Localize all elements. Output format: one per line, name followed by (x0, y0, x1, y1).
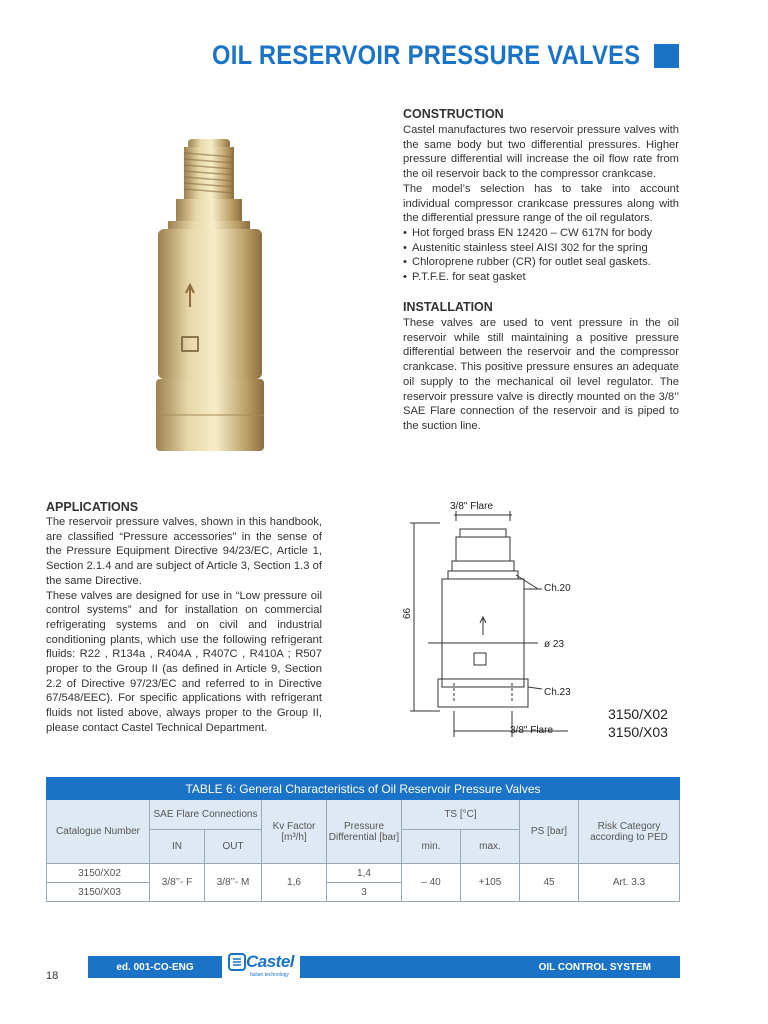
materials-list (403, 226, 679, 285)
max-cell: +105 (461, 864, 520, 902)
header-max: max. (461, 830, 520, 864)
page-title: OIL RESERVOIR PRESSURE VALVES (212, 40, 641, 70)
castel-logo (228, 950, 294, 982)
list-item: • P.T.F.E. for seat gasket (403, 270, 679, 285)
applications-paragraph-2: These valves are designed for use in “Low pressure oil control systems” and for installation on commercial refrigerating systems and on civil and industrial conditioning plants, which use the following refrigerant fluids: R22 , R134a , R404A , R407C , R410A ; R507 proper to the Group II (as defined in Article 9, Section 2.2 of Directive 97/23/EC and referred to in Directive 67/548/EEC). For specific applications with refrigerant fluids not listed above, always proper to the Group II, please contact Castel Technical Department. (46, 589, 322, 734)
min-cell: – 40 (402, 864, 461, 902)
edition-bar (88, 956, 222, 978)
page-number: 18 (46, 970, 59, 982)
pressure-cell: 3 (327, 883, 402, 902)
edition-label: ed. 001-CO-ENG (116, 961, 194, 973)
risk-cell: Art. 3.3 (579, 864, 680, 902)
applications-text (46, 515, 322, 736)
valve-dimension-drawing (398, 497, 698, 747)
construction-text (403, 123, 679, 285)
model-label-x03: 3150/X03 (608, 724, 668, 740)
top-flare-label: 3/8" Flare (450, 501, 494, 512)
pressure-cell: 1,4 (327, 864, 402, 883)
list-item: • Chloroprene rubber (CR) for outlet seal gaskets. (403, 255, 679, 270)
kv-cell: 1,6 (262, 864, 327, 902)
bottom-flare-label: 3/8" Flare (510, 725, 554, 736)
valve-photo (130, 125, 330, 465)
applications-paragraph-1: The reservoir pressure valves, shown in this handbook, are classified “Pressure accessories” in the sense of the Pressure Equipment Directive 94/23/EC, Article 1, Section 2.1.4 and are subject of Article 3, Section 1.3 of the same Directive. (46, 516, 322, 587)
characteristics-table (46, 777, 680, 902)
header-catalogue: Catalogue Number (47, 800, 150, 864)
applications-heading: APPLICATIONS (46, 500, 139, 514)
catalogue-cell: 3150/X03 (47, 883, 150, 902)
construction-paragraph-2: The model’s selection has to take into account individual compressor crankcase pressures along with the differential pressure range of the oil regulators. (403, 182, 679, 225)
out-cell: 3/8’’- M (205, 864, 262, 902)
installation-heading: INSTALLATION (403, 300, 493, 314)
castel-logo-icon (228, 953, 246, 971)
section-label: OIL CONTROL SYSTEM (538, 961, 651, 973)
list-item: • Austenitic stainless steel AISI 302 for the spring (403, 241, 679, 256)
header-pressure: Pressure Differential [bar] (327, 800, 402, 864)
construction-heading: CONSTRUCTION (403, 107, 504, 121)
table-row (47, 864, 680, 883)
ps-cell: 45 (520, 864, 579, 902)
logo-tagline: Italian technology (250, 972, 289, 978)
ch23-label: Ch.23 (544, 687, 571, 698)
installation-text: These valves are used to vent pressure in the oil reservoir while still maintaining a positive pressure differential between the reservoir and the compressor crankcase. This positive pressure ensures an adequate oil supply to the mechanical oil level regulator. The reservoir pressure valve is directly mounted on the 3/8’’ SAE Flare connection of the reservoir and is piped to the suction line. (403, 317, 679, 432)
header-ts: TS [°C] (402, 800, 520, 830)
height-label: 66 (402, 607, 413, 619)
ch20-label: Ch.20 (544, 583, 571, 594)
list-item: • Hot forged brass EN 12420 – CW 617N for body (403, 226, 679, 241)
header-out: OUT (205, 830, 262, 864)
in-cell: 3/8’’- F (150, 864, 205, 902)
construction-paragraph-1: Castel manufactures two reservoir pressure valves with the same body but two differential pressures. Higher pressure differential will increase the oil flow rate from the oil reservoir back to the compressor crankcase. (403, 124, 679, 181)
title-accent-square (654, 44, 679, 68)
table-caption: TABLE 6: General Characteristics of Oil Reservoir Pressure Valves (47, 778, 680, 800)
logo-wordmark: Castel (246, 952, 295, 971)
header-kv: Kv Factor [m³/h] (262, 800, 327, 864)
catalogue-cell: 3150/X02 (47, 864, 150, 883)
header-sae: SAE Flare Connections (150, 800, 262, 830)
diameter-label: ø 23 (544, 639, 565, 650)
header-in: IN (150, 830, 205, 864)
section-bar (300, 956, 680, 978)
model-label-x02: 3150/X02 (608, 706, 668, 722)
header-min: min. (402, 830, 461, 864)
header-ps: PS [bar] (520, 800, 579, 864)
header-risk: Risk Category according to PED (579, 800, 680, 864)
